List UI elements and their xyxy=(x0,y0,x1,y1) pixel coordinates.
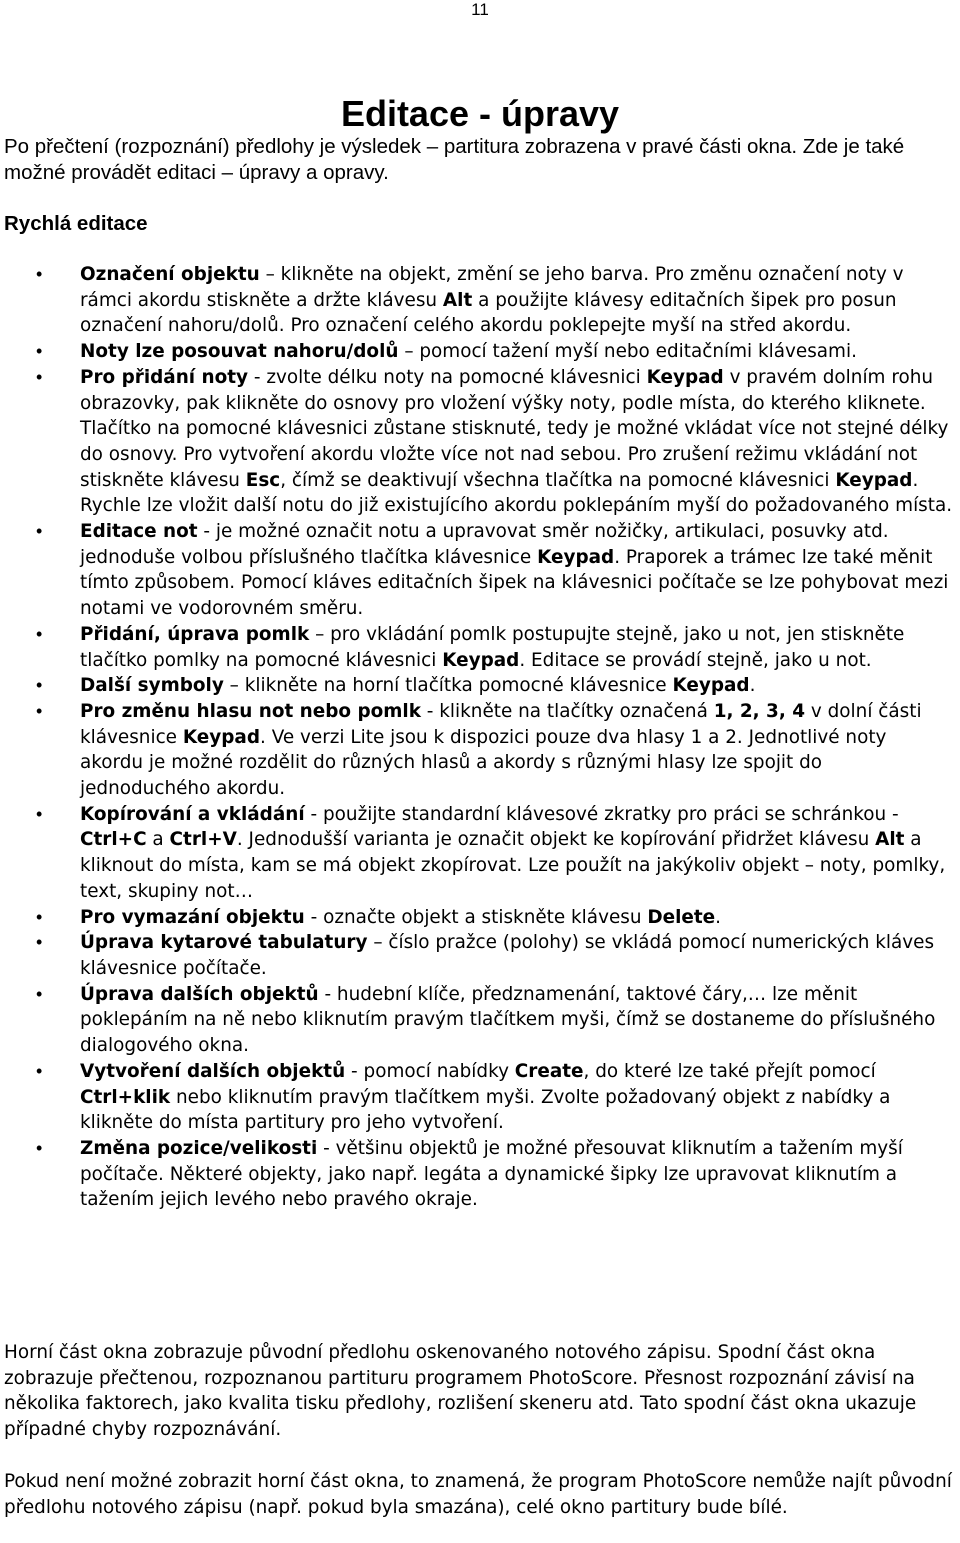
key-term: Delete xyxy=(647,906,716,928)
page-title: Editace - úpravy xyxy=(340,93,620,135)
final-paragraph: Pokud není možné zobrazit horní část okna, to znamená, že program PhotoScore nemůže najít původní předlohu notového zápisu (např. pokud byla smazána), celé okno partitury bude bílé. xyxy=(4,1471,952,1518)
list-item xyxy=(0,699,958,802)
item-text: a použijte klávesy editačních šipek pro posun označení nahoru/dolů. Pro označení celého akordu poklepejte myší na střed akordu. xyxy=(80,289,897,337)
bullet-icon: • xyxy=(36,366,43,387)
item-text: . xyxy=(715,906,721,928)
key-term: Esc xyxy=(245,469,281,491)
item-text: a kliknout do místa, kam se má objekt zkopírovat. Lze použít na jakýkoliv objekt – noty, pomlky, text, skupiny not… xyxy=(80,829,946,902)
list-item xyxy=(0,673,958,699)
bullet-icon: • xyxy=(36,264,43,284)
list-item xyxy=(0,930,958,981)
item-term: Pro přidání noty xyxy=(80,366,249,388)
item-text: v pravém dolním rohu obrazovky, pak klikněte do osnovy pro vložení výšky noty, podle místa, do kterého kliknete. Tlačítko na pomocné klávesnici zůstane stisknuté, tedy je možné vkládat více not stejné délky do osnovy. Pro vytvoření akordu vložte více not nad sebou. Pro zrušení režimu vkládání not stiskněte klávesu xyxy=(80,366,949,491)
item-text: nebo kliknutím pravým tlačítkem myši. Zvolte požadovaný objekt z nabídky a klikněte do místa partitury pro jeho vytvoření. xyxy=(80,1086,891,1134)
key-term: Keypad xyxy=(835,469,913,491)
item-text: – klikněte na horní tlačítka pomocné klávesnice xyxy=(223,675,673,697)
item-term: Změna pozice/velikosti xyxy=(80,1137,318,1159)
list-item xyxy=(0,339,958,365)
list-item xyxy=(0,982,958,1059)
bullet-icon: • xyxy=(36,675,43,696)
item-text: , do které lze také přejít pomocí xyxy=(583,1060,876,1082)
bullet-icon: • xyxy=(36,983,43,1004)
key-term: Alt xyxy=(442,289,473,311)
item-text: , čímž se deaktivují všechna tlačítka na pomocné klávesnici xyxy=(280,469,836,491)
bullet-icon: • xyxy=(36,906,43,927)
key-term: Keypad xyxy=(182,726,260,748)
key-term: Alt xyxy=(875,829,905,851)
item-text: - pomocí nabídky xyxy=(345,1060,515,1082)
section-heading: Rychlá editace xyxy=(4,212,148,235)
list-item xyxy=(0,905,958,931)
page-number: 11 xyxy=(471,0,489,19)
key-term: Keypad xyxy=(646,366,724,388)
item-text: . xyxy=(749,675,756,697)
bullet-icon: • xyxy=(36,521,43,542)
item-text: . Jednodušší varianta je označit objekt ke kopírování přidržet klávesu xyxy=(236,829,876,851)
intro-paragraph: Po přečtení (rozpoznání) předlohy je výsledek – partitura zobrazena v pravé části okna. Zde je také možné provádět editaci – úpravy a opravy. xyxy=(4,135,905,184)
bullet-icon: • xyxy=(36,803,43,824)
item-text: - hudební klíče, předznamenání, taktové čáry,… lze měnit poklepáním na ně nebo kliknutím pravým tlačítkem myši, čímž se dostaneme do příslušného dialogového okna. xyxy=(80,983,936,1057)
item-term: Vytvoření dalších objektů xyxy=(80,1060,346,1082)
item-text: . Editace se provádí stejně, jako u not. xyxy=(519,649,872,671)
item-text: - použijte standardní klávesové zkratky pro práci se schránkou - xyxy=(304,803,899,825)
bullet-icon: • xyxy=(36,623,43,644)
key-term: Keypad xyxy=(442,649,520,671)
item-term: Přidání, úprava pomlk xyxy=(80,623,310,645)
item-text: – klikněte na objekt, změní se jeho barva. Pro změnu označení noty v rámci akordu stiskněte a držte klávesu xyxy=(80,264,904,311)
item-term: Pro vymazání objektu xyxy=(80,906,305,928)
list-item xyxy=(0,622,958,673)
item-text: - klikněte na tlačítky označená xyxy=(420,700,714,722)
item-term: Editace not xyxy=(80,521,198,543)
key-term: Keypad xyxy=(537,546,615,568)
item-text: a xyxy=(146,829,170,851)
item-term: Pro změnu hlasu not nebo pomlk xyxy=(80,700,421,722)
item-text: - je možné označit notu a upravovat směr nožičky, artikulaci, posuvky atd. jednoduše volbou příslušného tlačítka klávesnice xyxy=(80,521,889,568)
item-text: . Rychle lze vložit další notu do již existujícího akordu poklepáním myší do požadovaného místa. xyxy=(80,469,953,517)
bullet-icon: • xyxy=(36,700,43,721)
key-term: Ctrl+V xyxy=(169,829,237,851)
item-term: Úprava dalších objektů xyxy=(80,983,319,1005)
bullet-icon: • xyxy=(36,341,43,362)
key-term: Keypad xyxy=(672,675,750,697)
item-text: – číslo pražce (polohy) se vkládá pomocí numerických kláves klávesnice počítače. xyxy=(80,932,935,979)
bullet-list xyxy=(0,262,958,1213)
item-text: - označte objekt a stiskněte klávesu xyxy=(304,906,648,928)
item-text: . Ve verzi Lite jsou k dispozici pouze dva hlasy 1 a 2. Jednotlivé noty akordu je možné rozdělit do různých hlasů a akordy s různými hlasy lze spojit do jednoduchého akordu. xyxy=(80,726,887,800)
lower-paragraph: Horní část okna zobrazuje původní předlohu oskenovaného notového zápisu. Spodní část okna zobrazuje přečtenou, rozpoznanou partituru programem PhotoScore. Přesnost rozpoznání závisí na několika faktorech, jako kvalita tisku předlohy, rozlišení skeneru atd. Tato spodní část okna ukazuje případné chyby rozpoznávání. xyxy=(4,1342,917,1441)
item-term: Označení objektu xyxy=(80,264,260,285)
list-item xyxy=(0,365,958,519)
item-text: v dolní části klávesnice xyxy=(80,700,922,748)
key-term: Create xyxy=(514,1060,584,1082)
item-term: Noty lze posouvat nahoru/dolů xyxy=(80,341,399,363)
item-term: Úprava kytarové tabulatury xyxy=(80,932,368,954)
key-term: Ctrl+klik xyxy=(80,1086,171,1108)
list-item xyxy=(0,262,958,339)
list-item xyxy=(0,519,958,622)
bullet-icon: • xyxy=(36,1137,43,1158)
item-text: - většinu objektů je možné přesouvat kliknutím a tažením myší počítače. Některé objekty, jako např. legáta a dynamické šipky lze upravovat kliknutím a tažením jejich levého nebo pravého okraje. xyxy=(80,1137,903,1211)
list-item xyxy=(0,1136,958,1213)
item-text: – pomocí tažení myší nebo editačními klávesami. xyxy=(398,341,857,363)
item-text: . Praporek a trámec lze také měnit tímto způsobem. Pomocí kláves editačních šipek na klávesnici počítače se lze pohybovat mezi notami ve vodorovném směru. xyxy=(80,546,949,620)
list-item xyxy=(0,1059,958,1136)
key-term: Ctrl+C xyxy=(80,829,147,851)
key-term: 1, 2, 3, 4 xyxy=(713,700,806,722)
bullet-icon: • xyxy=(36,932,43,953)
item-term: Kopírování a vkládání xyxy=(80,803,305,825)
item-term: Další symboly xyxy=(80,675,224,697)
item-text: – pro vkládání pomlk postupujte stejně, jako u not, jen stiskněte tlačítko pomlky na pomocné klávesnici xyxy=(80,623,905,671)
list-item xyxy=(0,802,958,905)
item-text: - zvolte délku noty na pomocné klávesnici xyxy=(248,366,647,388)
bullet-icon: • xyxy=(36,1060,43,1081)
